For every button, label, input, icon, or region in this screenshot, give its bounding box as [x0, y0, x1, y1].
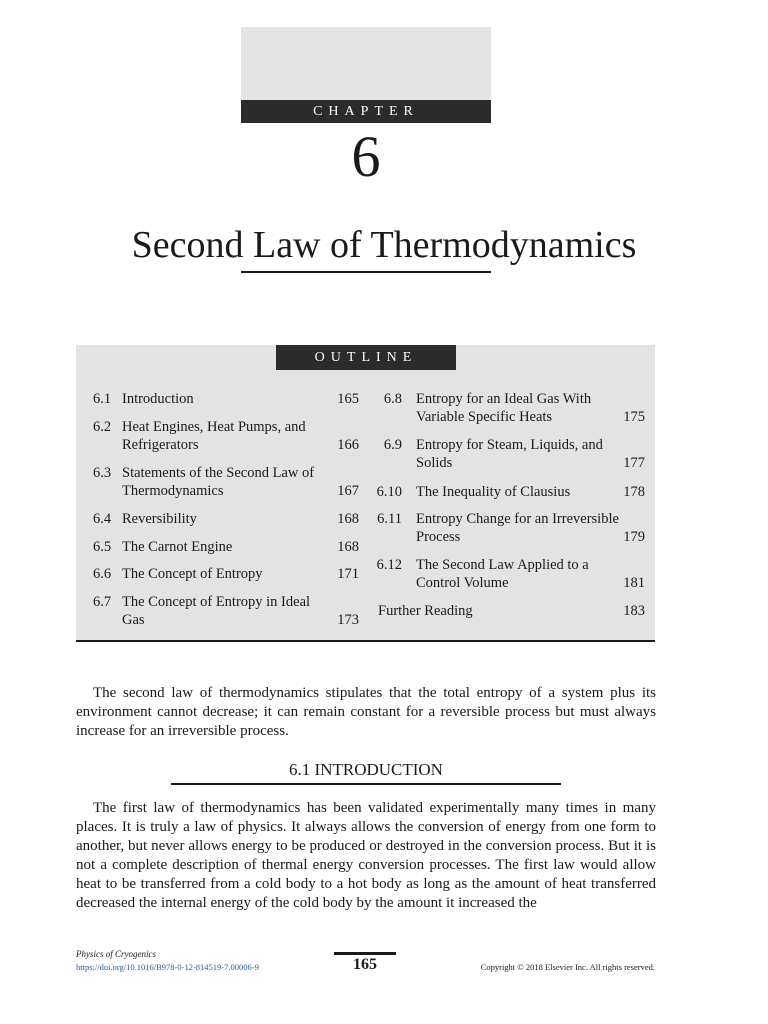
toc-entry[interactable] [93, 538, 359, 556]
chapter-header-box [241, 27, 491, 123]
toc-title: Entropy for an Ideal Gas With Variable Specific Heats [416, 391, 592, 425]
toc-page: 179 [623, 529, 645, 545]
toc-title: The Concept of Entropy [122, 566, 263, 582]
toc-number: 6.7 [93, 594, 112, 610]
toc-entry[interactable] [378, 483, 646, 501]
toc-entry[interactable] [93, 418, 359, 454]
toc-number: 6.5 [93, 539, 112, 555]
title-underline [241, 271, 491, 273]
section-heading: 6.1 INTRODUCTION [289, 760, 443, 779]
section-heading-underline [171, 783, 561, 785]
toc-number: 6.12 [376, 557, 402, 573]
toc-page: 165 [337, 391, 359, 407]
toc-title: Statements of the Second Law of Thermodynamics [122, 465, 315, 499]
toc-number: 6.10 [376, 484, 402, 500]
toc-page: 171 [337, 566, 359, 582]
toc-title: Entropy for Steam, Liquids, and Solids [416, 437, 603, 471]
toc-entry[interactable] [378, 556, 646, 592]
section-paragraph: The first law of thermodynamics has been validated experimentally many times in many places. It is truly a law of physics. It always allows the conversion of energy from one form to another, but never allows energy to be produced or destroyed in the conversion process. But it is not a complete description of thermal energy conversion processes. The first law would allow heat to be transferred from a cold body to a hot body as long as the amount of heat transferred decreased the internal energy of the cold body by the amount it increased the [76, 800, 656, 911]
toc-title: Further Reading [378, 603, 473, 619]
toc-page: 168 [337, 511, 359, 527]
toc-title: The Carnot Engine [122, 539, 233, 555]
toc-entry[interactable] [378, 602, 646, 620]
toc-page: 175 [623, 409, 645, 425]
toc-page: 177 [623, 455, 645, 471]
toc-number: 6.8 [383, 391, 402, 407]
toc-title: Reversibility [122, 511, 197, 527]
page-number: 165 [353, 956, 377, 973]
toc-number: 6.2 [93, 419, 112, 435]
toc-title: The Inequality of Clausius [416, 484, 571, 500]
intro-paragraph: The second law of thermodynamics stipulates that the total entropy of a system plus its environment cannot decrease; it can remain constant for a reversible process but must always increase for an irreversible process. [76, 685, 656, 739]
toc-page: 178 [623, 484, 645, 500]
toc-page: 167 [337, 483, 359, 499]
toc-number: 6.6 [93, 566, 112, 582]
toc-entry[interactable] [378, 436, 646, 472]
chapter-number: 6 [351, 124, 381, 189]
toc-entry[interactable] [378, 390, 646, 426]
toc-entry[interactable] [93, 565, 359, 583]
toc-entry[interactable] [378, 510, 646, 546]
chapter-title: Second Law of Thermodynamics [131, 224, 637, 266]
toc-title: The Concept of Entropy in Ideal Gas [122, 594, 311, 628]
toc-entry[interactable] [93, 510, 359, 528]
footer-journal-title: Physics of Cryogenics [76, 949, 156, 959]
toc-entry[interactable] [93, 464, 359, 500]
toc-page: 168 [337, 539, 359, 555]
toc-number: 6.9 [383, 437, 402, 453]
toc-title: Introduction [122, 391, 194, 407]
toc-number: 6.3 [93, 465, 112, 481]
footer-copyright: Copyright © 2018 Elsevier Inc. All rights reserved. [480, 962, 655, 972]
toc-title: Entropy Change for an Irreversible Process [416, 511, 619, 545]
toc-page: 181 [623, 575, 645, 591]
toc-page: 183 [623, 603, 645, 619]
toc-number: 6.1 [93, 391, 112, 407]
toc-number: 6.11 [377, 511, 402, 527]
outline-label: OUTLINE [276, 345, 456, 370]
toc-page: 173 [337, 612, 359, 628]
outline-bottom-rule [76, 640, 655, 642]
toc-title: The Second Law Applied to a Control Volume [416, 557, 589, 591]
toc-page: 166 [337, 437, 359, 453]
toc-entry[interactable] [93, 390, 359, 408]
toc-entry[interactable] [93, 593, 359, 629]
footer-doi-link[interactable]: https://doi.org/10.1016/B978-0-12-814519-7.00006-9 [76, 962, 259, 972]
toc-title: Heat Engines, Heat Pumps, and Refrigerators [122, 419, 306, 453]
chapter-label: CHAPTER [241, 100, 491, 123]
toc-number: 6.4 [93, 511, 112, 527]
